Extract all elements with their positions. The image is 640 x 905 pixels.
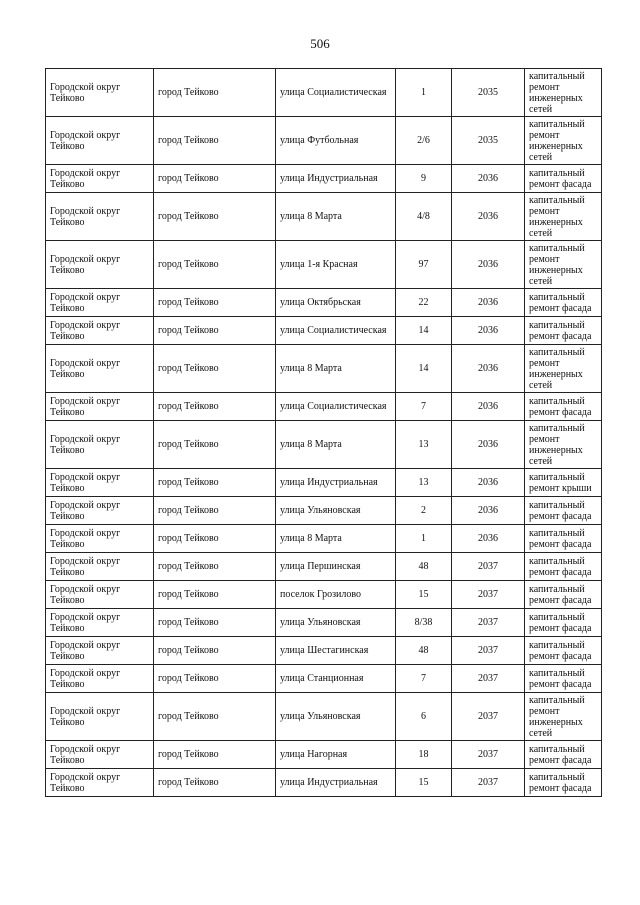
- settlement-cell: город Тейково: [154, 469, 276, 497]
- house-number-cell: 48: [396, 553, 452, 581]
- work-type-cell: капитальный ремонт инженерных сетей: [525, 241, 602, 289]
- municipal-district-cell: Городской округ Тейково: [46, 117, 154, 165]
- repair-schedule-table: [45, 68, 602, 797]
- municipal-district-cell: Городской округ Тейково: [46, 525, 154, 553]
- settlement-cell: город Тейково: [154, 553, 276, 581]
- settlement-cell: город Тейково: [154, 345, 276, 393]
- street-cell: улица Социалистическая: [276, 393, 396, 421]
- year-cell: 2036: [452, 165, 525, 193]
- street-cell: улица 8 Марта: [276, 421, 396, 469]
- municipal-district-cell: Городской округ Тейково: [46, 421, 154, 469]
- work-type-cell: капитальный ремонт фасада: [525, 289, 602, 317]
- year-cell: 2036: [452, 525, 525, 553]
- table-row: [46, 117, 602, 165]
- street-cell: улица Индустриальная: [276, 469, 396, 497]
- municipal-district-cell: Городской округ Тейково: [46, 317, 154, 345]
- year-cell: 2036: [452, 317, 525, 345]
- municipal-district-cell: Городской округ Тейково: [46, 393, 154, 421]
- table-row: [46, 241, 602, 289]
- house-number-cell: 15: [396, 769, 452, 797]
- settlement-cell: город Тейково: [154, 69, 276, 117]
- work-type-cell: капитальный ремонт фасада: [525, 497, 602, 525]
- work-type-cell: капитальный ремонт фасада: [525, 393, 602, 421]
- settlement-cell: город Тейково: [154, 317, 276, 345]
- street-cell: улица Ульяновская: [276, 497, 396, 525]
- year-cell: 2037: [452, 637, 525, 665]
- municipal-district-cell: Городской округ Тейково: [46, 665, 154, 693]
- house-number-cell: 48: [396, 637, 452, 665]
- municipal-district-cell: Городской округ Тейково: [46, 741, 154, 769]
- table-row: [46, 193, 602, 241]
- municipal-district-cell: Городской округ Тейково: [46, 769, 154, 797]
- work-type-cell: капитальный ремонт фасада: [525, 165, 602, 193]
- table-row: [46, 421, 602, 469]
- settlement-cell: город Тейково: [154, 525, 276, 553]
- settlement-cell: город Тейково: [154, 581, 276, 609]
- table-row: [46, 581, 602, 609]
- table-row: [46, 345, 602, 393]
- year-cell: 2037: [452, 609, 525, 637]
- street-cell: улица Индустриальная: [276, 769, 396, 797]
- municipal-district-cell: Городской округ Тейково: [46, 241, 154, 289]
- page-number: 506: [310, 36, 330, 51]
- year-cell: 2036: [452, 241, 525, 289]
- house-number-cell: 13: [396, 469, 452, 497]
- table-row: [46, 469, 602, 497]
- year-cell: 2036: [452, 345, 525, 393]
- table-row: [46, 317, 602, 345]
- municipal-district-cell: Городской округ Тейково: [46, 581, 154, 609]
- street-cell: улица Першинская: [276, 553, 396, 581]
- street-cell: улица Социалистическая: [276, 317, 396, 345]
- street-cell: улица Социалистическая: [276, 69, 396, 117]
- house-number-cell: 7: [396, 665, 452, 693]
- year-cell: 2036: [452, 289, 525, 317]
- house-number-cell: 14: [396, 317, 452, 345]
- work-type-cell: капитальный ремонт фасада: [525, 317, 602, 345]
- year-cell: 2037: [452, 693, 525, 741]
- table-row: [46, 741, 602, 769]
- street-cell: улица 8 Марта: [276, 345, 396, 393]
- table-row: [46, 665, 602, 693]
- table-row: [46, 553, 602, 581]
- settlement-cell: город Тейково: [154, 693, 276, 741]
- table-row: [46, 525, 602, 553]
- work-type-cell: капитальный ремонт инженерных сетей: [525, 693, 602, 741]
- work-type-cell: капитальный ремонт фасада: [525, 553, 602, 581]
- settlement-cell: город Тейково: [154, 165, 276, 193]
- house-number-cell: 22: [396, 289, 452, 317]
- municipal-district-cell: Городской округ Тейково: [46, 165, 154, 193]
- table-row: [46, 609, 602, 637]
- year-cell: 2036: [452, 193, 525, 241]
- year-cell: 2035: [452, 117, 525, 165]
- municipal-district-cell: Городской округ Тейково: [46, 193, 154, 241]
- work-type-cell: капитальный ремонт инженерных сетей: [525, 69, 602, 117]
- year-cell: 2036: [452, 469, 525, 497]
- street-cell: улица Ульяновская: [276, 693, 396, 741]
- table-row: [46, 693, 602, 741]
- work-type-cell: капитальный ремонт фасада: [525, 741, 602, 769]
- municipal-district-cell: Городской округ Тейково: [46, 289, 154, 317]
- street-cell: улица Ульяновская: [276, 609, 396, 637]
- street-cell: улица Футбольная: [276, 117, 396, 165]
- work-type-cell: капитальный ремонт инженерных сетей: [525, 193, 602, 241]
- house-number-cell: 14: [396, 345, 452, 393]
- year-cell: 2036: [452, 421, 525, 469]
- house-number-cell: 13: [396, 421, 452, 469]
- street-cell: улица Октябрьская: [276, 289, 396, 317]
- table-row: [46, 497, 602, 525]
- year-cell: 2037: [452, 553, 525, 581]
- house-number-cell: 2: [396, 497, 452, 525]
- work-type-cell: капитальный ремонт фасада: [525, 525, 602, 553]
- settlement-cell: город Тейково: [154, 117, 276, 165]
- street-cell: улица Индустриальная: [276, 165, 396, 193]
- house-number-cell: 1: [396, 69, 452, 117]
- settlement-cell: город Тейково: [154, 741, 276, 769]
- house-number-cell: 9: [396, 165, 452, 193]
- settlement-cell: город Тейково: [154, 497, 276, 525]
- table-row: [46, 289, 602, 317]
- municipal-district-cell: Городской округ Тейково: [46, 637, 154, 665]
- settlement-cell: город Тейково: [154, 665, 276, 693]
- table-row: [46, 769, 602, 797]
- house-number-cell: 6: [396, 693, 452, 741]
- work-type-cell: капитальный ремонт фасада: [525, 581, 602, 609]
- table-row: [46, 637, 602, 665]
- municipal-district-cell: Городской округ Тейково: [46, 497, 154, 525]
- municipal-district-cell: Городской округ Тейково: [46, 69, 154, 117]
- year-cell: 2035: [452, 69, 525, 117]
- house-number-cell: 97: [396, 241, 452, 289]
- house-number-cell: 1: [396, 525, 452, 553]
- municipal-district-cell: Городской округ Тейково: [46, 469, 154, 497]
- house-number-cell: 4/8: [396, 193, 452, 241]
- street-cell: улица 8 Марта: [276, 193, 396, 241]
- settlement-cell: город Тейково: [154, 289, 276, 317]
- year-cell: 2036: [452, 393, 525, 421]
- work-type-cell: капитальный ремонт инженерных сетей: [525, 421, 602, 469]
- municipal-district-cell: Городской округ Тейково: [46, 693, 154, 741]
- settlement-cell: город Тейково: [154, 421, 276, 469]
- settlement-cell: город Тейково: [154, 393, 276, 421]
- work-type-cell: капитальный ремонт инженерных сетей: [525, 345, 602, 393]
- work-type-cell: капитальный ремонт фасада: [525, 609, 602, 637]
- house-number-cell: 2/6: [396, 117, 452, 165]
- year-cell: 2037: [452, 741, 525, 769]
- year-cell: 2037: [452, 581, 525, 609]
- settlement-cell: город Тейково: [154, 637, 276, 665]
- work-type-cell: капитальный ремонт инженерных сетей: [525, 117, 602, 165]
- house-number-cell: 7: [396, 393, 452, 421]
- settlement-cell: город Тейково: [154, 769, 276, 797]
- work-type-cell: капитальный ремонт фасада: [525, 769, 602, 797]
- street-cell: улица Станционная: [276, 665, 396, 693]
- settlement-cell: город Тейково: [154, 609, 276, 637]
- street-cell: улица Шестагинская: [276, 637, 396, 665]
- year-cell: 2037: [452, 665, 525, 693]
- street-cell: улица 1-я Красная: [276, 241, 396, 289]
- street-cell: улица 8 Марта: [276, 525, 396, 553]
- municipal-district-cell: Городской округ Тейково: [46, 553, 154, 581]
- work-type-cell: капитальный ремонт фасада: [525, 665, 602, 693]
- settlement-cell: город Тейково: [154, 241, 276, 289]
- table-row: [46, 69, 602, 117]
- house-number-cell: 18: [396, 741, 452, 769]
- table-row: [46, 165, 602, 193]
- street-cell: поселок Грозилово: [276, 581, 396, 609]
- municipal-district-cell: Городской округ Тейково: [46, 345, 154, 393]
- year-cell: 2036: [452, 497, 525, 525]
- house-number-cell: 8/38: [396, 609, 452, 637]
- year-cell: 2037: [452, 769, 525, 797]
- work-type-cell: капитальный ремонт фасада: [525, 637, 602, 665]
- work-type-cell: капитальный ремонт крыши: [525, 469, 602, 497]
- house-number-cell: 15: [396, 581, 452, 609]
- table-row: [46, 393, 602, 421]
- street-cell: улица Нагорная: [276, 741, 396, 769]
- municipal-district-cell: Городской округ Тейково: [46, 609, 154, 637]
- settlement-cell: город Тейково: [154, 193, 276, 241]
